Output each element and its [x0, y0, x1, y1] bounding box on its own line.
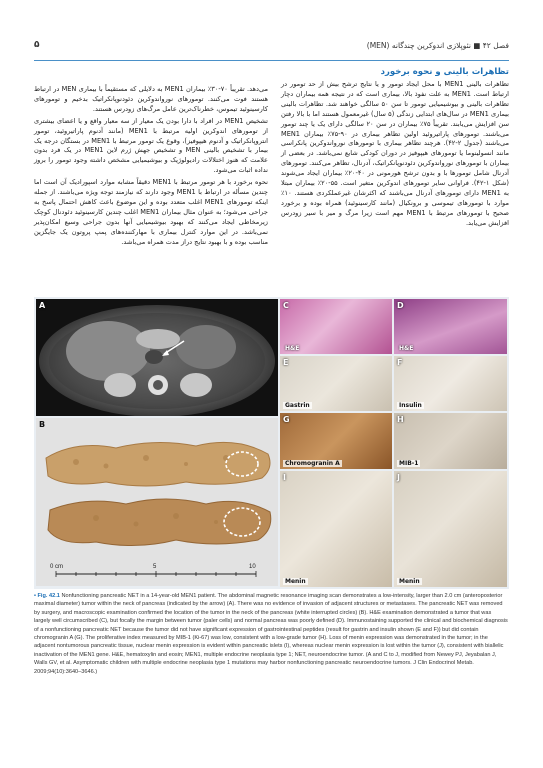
- stain-label: H&E: [399, 345, 414, 352]
- text-column-right: [281, 66, 509, 231]
- histology-panel-c: [280, 299, 392, 354]
- histology-panel-g: [280, 413, 392, 469]
- histology-panel-f: [394, 356, 507, 411]
- scale-label-5: 5: [153, 564, 157, 570]
- specimen-image: [36, 418, 278, 586]
- specimen-panel: [36, 418, 278, 586]
- histology-panel-i: [280, 471, 392, 587]
- section-title: تظاهرات بالینی و نحوه برخورد: [380, 67, 509, 77]
- panel-label: A: [39, 301, 46, 310]
- histology-panel-e: [280, 356, 392, 411]
- figure-caption: [34, 592, 509, 676]
- histology-panel-d: [394, 299, 507, 354]
- stain-label: Gastrin: [285, 402, 310, 409]
- page-number: ۵: [34, 40, 40, 50]
- header-divider: [34, 60, 509, 61]
- stain-label: Chromogranin A: [285, 460, 340, 467]
- paragraph: می‌دهد. تقریباً ۷۰-۳۰٪ بیماران MEN1 به دلایلی که مستقیماً با بیماری MEN در ارتباط هستند فوت می‌کنند. تومورهای نورواندوکرین دئودنوپانکراتیک بدخیم و تومورهای کارسینوئید تیموس، خطرناک‌ترین عامل مرگ‌های زودرس هستند.: [34, 85, 268, 113]
- panel-label: H: [397, 415, 404, 424]
- caption-text: Nonfunctioning pancreatic NET in a 14-year-old MEN1 patient. The abdominal magnetic resonance imaging scan demonstrates a low-intensity, larger than 2.0 cm (anteroposterior maximal diameter) tumor within the neck of pancreas (indicated by the arrow) (A). There was no evidence of invasion of adjacent structures or metastases. The pancreatic NET was removed by surgery, and macroscopic examination confirmed the location of the tumor in the neck of the pancreas (white interrupted circles) (B). H&E examination demonstrated a tumor that was largely well circumscribed (C), but focally the margin between tumor (paler cells) and normal pancreas was poorly defined (D). Immunostaining supported the clinical and biochemical diagnosis of a nonfunctioning pancreatic NET because the tumor did not have significant expression of gastrointestinal peptides (result for gastrin and insulin shown (E and F)) but did contain chromogranin A (G). The proliferative index measured by MIB-1 (Ki-67) was low, consistent with a low-grade tumor (H). Loss of menin expression was demonstrated in the tumor; in the adjacent nontumorous pancreatic tissue, nuclear menin expression is evident within pancreatic islets (I), whereas nuclear menin expression is lost within the tumor (J), consistent with biallelic inactivation of the MEN1 gene. H&E, hematoxylin and eosin; MEN1, multiple endocrine neoplasia type 1; NET, neuroendocrine tumor. (A and C to J, modified from Newey PJ, Jeyabalan J, Walls GV, et al. Asymptomatic children with multiple endocrine neoplasia type 1 mutations may harbor nonfunctioning pancreatic neuroendocrine tumors. J Clin Endocrinol Metab. 2009;94(10):3640–3646.): [34, 593, 508, 675]
- text-column-left: [34, 85, 268, 250]
- panel-label: J: [397, 473, 400, 482]
- stain-label: Insulin: [399, 402, 422, 409]
- panel-label: D: [397, 301, 404, 310]
- mri-panel: [36, 299, 278, 416]
- stain-label: Menin: [285, 578, 306, 585]
- figure-42-1: [34, 297, 509, 589]
- page-header: [34, 40, 509, 56]
- panel-label: I: [283, 473, 286, 482]
- stain-label: MIB-1: [399, 460, 419, 467]
- paragraph: تظاهرات بالینی MEN1 با محل ایجاد تومور و یا نتایج ترشح بیش از حد تومور در ارتباط است. MEN1 به علت نفوذ بالا، بیماری است که در نتیجه همه بیماران دچار تظاهرات بالینی و بیوشیمیایی تومور تا سن ۵۰ سالگی خواهند شد. تظاهرات بالینی بیماری MEN1 در سال‌های ابتدایی زندگی (۵ سال) غیرمعمول هستند اما با بالا رفتن سن افزایش می‌یابند. تقریباً ۷۵٪ بیماران در سن ۲۰ سالگی دارای یک یا چند تومور می‌باشند. تومورهای پاراتیروئید اولین تظاهر بیماری در ۹۰-۷۵٪ بیماران MEN1 می‌باشند (جدول ۲-۴۲). هرچند تظاهر بیماری با تومورهای نورواندوکرین پانکراسی مانند انسولینوما یا تومورهای هیپوفیز در دوران کودکی شایع نمی‌باشد. در بعضی از بیماران با تومورهای نورواندوکرین دئودنوپانکراتیک، آدرنال، تظاهر می‌کنند. تومورهای آدرنال شامل تومورها با و بدون ترشح هورمونی در ۴۰-۲۰٪ بیماران ایجاد می‌شوند (شکل ۱-۴۲). فراوانی سایر تومورهای اندوکرین متغیر است. ۵۵-۲۰٪ بیماران مبتلا به MEN1 دارای تومورهای آدرنال می‌باشند که اکثرشان غیرعملکردی هستند. ۱۰٪ موارد با تومورهای تیموسی و برونکیال (مانند کارسینوئید) همراه بوده و برخورد صحیح با تومورهای مرتبط با MEN1 مهم است زیرا مرگ و میر با سیر زودرس افزایش می‌یابد.: [281, 80, 510, 227]
- panel-label: G: [283, 415, 290, 424]
- stain-label: H&E: [285, 345, 300, 352]
- panel-label: B: [39, 420, 46, 429]
- scale-label-0: 0 cm: [50, 564, 64, 570]
- panel-label: F: [397, 358, 403, 367]
- panel-label: E: [283, 358, 289, 367]
- histology-panel-h: [394, 413, 507, 469]
- chapter-title-text: فصل ۴۲ ■ نئوپلازی اندوکرین چندگانه (MEN): [366, 41, 509, 50]
- scale-label-10: 10: [249, 564, 256, 570]
- stain-label: Menin: [399, 578, 420, 585]
- paragraph: تشخیص MEN1 در افراد با دارا بودن یک معیار از سه معیار واقع و یا اعضای بیشتری از تومورهای اندوکرین اولیه مرتبط با MEN1 (مانند آدنوم پاراتیروئید، تومور انتروپانکراتیک و آدنوم هیپوفیز)، وقوع یک تومور مرتبط با MEN1 در بستگان درجه یک بیمار با تشخیص بالینی MEN و تشخیص جهش ژرم لاین MEN1 در یک فرد بدون علامت که هنوز اختلالات رادیولوژیک و بیوشیمیایی مشخص داشته وجود تومور را بروز نداده اثبات می‌شود.: [34, 116, 269, 175]
- paragraph: نحوه برخورد با هر تومور مرتبط با MEN1 دقیقاً مشابه موارد اسپورادیک آن است اما چندین مسأله در ارتباط با MEN1 وجود دارند که نیازمند توجه ویژه می‌باشند. از جمله اینکه تومورهای MEN1 اغلب متعدد بوده و این موضوع باعث کاهش احتمال پاسخ به جراحی می‌شود؛ به عنوان مثال بیماران MEN1 اغلب چندین کارسینوئید دئودنال کوچک زیرمخاطی ایجاد می‌کنند که بهبود بیوشیمیایی آنها بدون جراحی وسیع امکان‌پذیر نمی‌باشد. در این موارد کنترل بیماری با مهارکننده‌های پمپ پروتون یک جایگزین مناسب بوده و با بهبود نتایج دراز مدت همراه می‌باشد.: [34, 178, 269, 246]
- mri-image: [36, 299, 278, 416]
- panel-label: C: [283, 301, 289, 310]
- chapter-title: [367, 41, 509, 50]
- histology-panel-j: [394, 471, 507, 587]
- figure-label: • Fig. 42.1: [34, 593, 60, 599]
